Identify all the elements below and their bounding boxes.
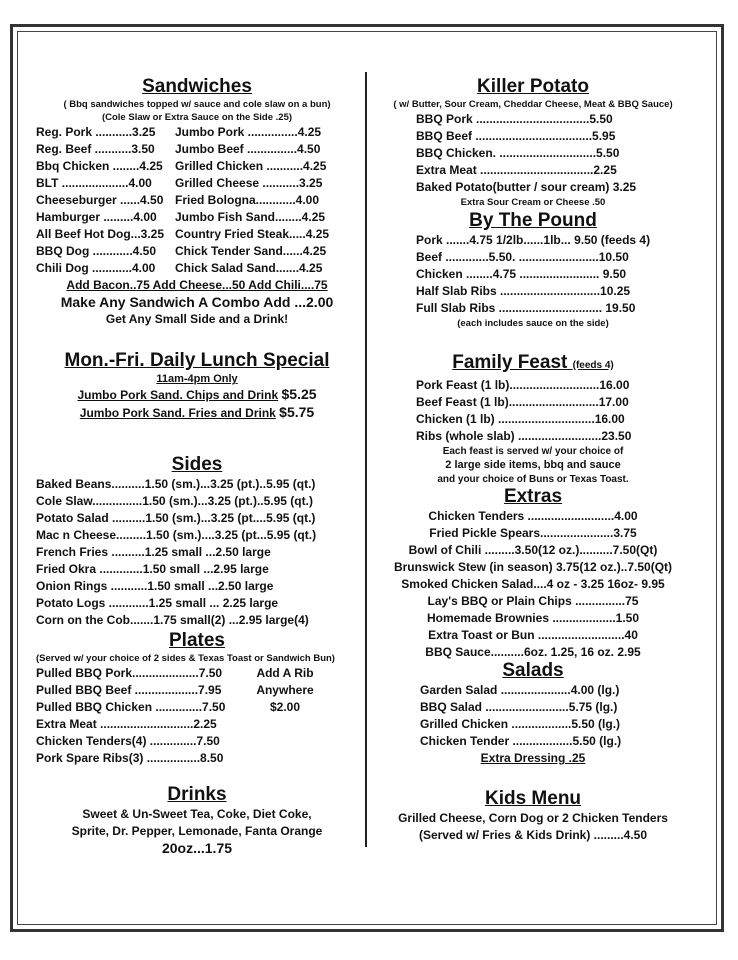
menu-item-right: Jumbo Beef ...............4.50 bbox=[175, 142, 321, 156]
menu-row: Potato Logs ............1.25 small ... 2.25 large bbox=[36, 596, 279, 610]
column-divider bbox=[365, 72, 367, 847]
extras-title: Extras bbox=[503, 486, 563, 507]
menu-row bbox=[36, 158, 358, 175]
menu-row: Extra Meat ..................................2.25 bbox=[416, 163, 617, 177]
menu-row: Smoked Chicken Salad....4 oz - 3.25 16oz- 9.95 bbox=[401, 577, 665, 591]
menu-row: Chicken Tenders(4) ..............7.50 bbox=[36, 734, 220, 748]
menu-row: Pulled BBQ Chicken ..............7.50 bbox=[36, 700, 226, 714]
menu-row: Bowl of Chili .........3.50(12 oz.)..........7.50(Qt) bbox=[408, 543, 658, 557]
plates-note: (Served w/ your choice of 2 sides & Texas Toast or Sandwich Bun) bbox=[36, 653, 335, 664]
menu-row: Potato Salad ..........1.50 (sm.)...3.25 (pt....5.95 (qt.) bbox=[36, 511, 316, 525]
menu-row bbox=[36, 209, 358, 226]
menu-row: Fried Pickle Spears......................3.75 bbox=[429, 526, 637, 540]
family-feast-section bbox=[372, 352, 694, 486]
sandwiches-section bbox=[36, 76, 358, 328]
menu-row: Chicken (1 lb) .............................16.00 bbox=[416, 412, 625, 426]
menu-item-left: Chili Dog ............4.00 bbox=[36, 261, 156, 275]
menu-item-left: BLT ....................4.00 bbox=[36, 176, 152, 190]
drinks-section bbox=[36, 784, 358, 857]
sandwiches-note: ( Bbq sandwiches topped w/ sauce and cole slaw on a bun) bbox=[63, 99, 331, 110]
combo-offer: Make Any Sandwich A Combo Add ...2.00 bbox=[60, 294, 334, 310]
menu-item-left: Bbq Chicken ........4.25 bbox=[36, 159, 163, 173]
menu-row: Baked Beans..........1.50 (sm.)...3.25 (pt.)..5.95 (qt.) bbox=[36, 477, 316, 491]
menu-row: BBQ Beef ...................................5.95 bbox=[416, 129, 616, 143]
menu-item-right: Jumbo Pork ...............4.25 bbox=[175, 125, 322, 139]
sides-title: Sides bbox=[171, 454, 223, 475]
combo-note: Get Any Small Side and a Drink! bbox=[105, 312, 289, 326]
plates-section bbox=[36, 630, 358, 767]
menu-item-left: Reg. Pork ...........3.25 bbox=[36, 125, 156, 139]
menu-row: French Fries ..........1.25 small ...2.50 large bbox=[36, 545, 271, 559]
killer-potato-note: ( w/ Butter, Sour Cream, Cheddar Cheese, Meat & BBQ Sauce) bbox=[393, 99, 673, 110]
family-note-2: 2 large side items, bbq and sauce bbox=[445, 459, 621, 471]
menu-row bbox=[36, 192, 358, 209]
killer-potato-section bbox=[372, 76, 694, 209]
menu-row: BBQ Salad .........................5.75 (lg.) bbox=[420, 700, 618, 714]
sandwich-addons: Add Bacon..75 Add Cheese...50 Add Chili....75 bbox=[66, 278, 328, 292]
menu-row: Homemade Brownies ...................1.50 bbox=[426, 611, 640, 625]
menu-row: Extra Toast or Bun ..........................40 bbox=[428, 628, 638, 642]
menu-row: Pork .......4.75 1/2lb......1lb... 9.50 (feeds 4) bbox=[416, 233, 651, 247]
menu-item-right: Jumbo Fish Sand........4.25 bbox=[175, 210, 326, 224]
menu-item-left: BBQ Dog ............4.50 bbox=[36, 244, 157, 258]
menu-row: Chicken ........4.75 ........................ 9.50 bbox=[416, 267, 627, 281]
add-rib-note: Add A Rib Anywhere $2.00 bbox=[256, 666, 314, 714]
menu-row bbox=[36, 260, 358, 277]
menu-row: Lay's BBQ or Plain Chips ...............75 bbox=[427, 594, 639, 608]
salads-section bbox=[372, 660, 694, 767]
menu-row: Pulled BBQ Beef ...................7.95 bbox=[36, 683, 222, 697]
menu-item-left: Reg. Beef ...........3.50 bbox=[36, 142, 155, 156]
lunch-item-1: Jumbo Pork Sand. Chips and Drink $5.25 bbox=[77, 386, 317, 402]
family-note-3: and your choice of Buns or Texas Toast. bbox=[437, 474, 629, 485]
menu-row: Chicken Tender ..................5.50 (lg.) bbox=[420, 734, 622, 748]
menu-row: Pork Feast (1 lb)...........................16.00 bbox=[416, 378, 630, 392]
menu-row: Half Slab Ribs ..............................10.25 bbox=[416, 284, 631, 298]
menu-row bbox=[36, 124, 358, 141]
drinks-title: Drinks bbox=[167, 784, 227, 805]
menu-row: Garden Salad .....................4.00 (lg.) bbox=[420, 683, 620, 697]
menu-row: Baked Potato(butter / sour cream) 3.25 bbox=[416, 180, 637, 194]
by-the-pound-title: By The Pound bbox=[469, 210, 597, 231]
menu-row: Pulled BBQ Pork....................7.50 bbox=[36, 666, 223, 680]
pound-note: (each includes sauce on the side) bbox=[457, 318, 609, 329]
menu-item-right: Fried Bologna............4.00 bbox=[175, 193, 320, 207]
kids-line-2: (Served w/ Fries & Kids Drink) .........4.50 bbox=[418, 828, 648, 842]
menu-item-right: Grilled Chicken ...........4.25 bbox=[175, 159, 327, 173]
by-the-pound-section bbox=[372, 210, 694, 330]
menu-row: Onion Rings ...........1.50 small ...2.50 large bbox=[36, 579, 274, 593]
menu-row: Beef Feast (1 lb)...........................17.00 bbox=[416, 395, 629, 409]
lunch-item-2: Jumbo Pork Sand. Fries and Drink $5.75 bbox=[79, 404, 315, 420]
menu-row: Fried Okra .............1.50 small ...2.95 large bbox=[36, 562, 269, 576]
menu-item-left: All Beef Hot Dog...3.25 bbox=[36, 227, 165, 241]
menu-row bbox=[36, 226, 358, 243]
lunch-special-title: Mon.-Fri. Daily Lunch Special bbox=[64, 350, 330, 371]
sides-section bbox=[36, 454, 358, 629]
extra-dressing: Extra Dressing .25 bbox=[480, 751, 586, 765]
potato-extra-note: Extra Sour Cream or Cheese .50 bbox=[460, 197, 606, 208]
sandwiches-side-note: (Cole Slaw or Extra Sauce on the Side .25) bbox=[101, 112, 293, 123]
lunch-special-section bbox=[36, 350, 358, 422]
salads-title: Salads bbox=[502, 660, 564, 681]
menu-item-right: Country Fried Steak.....4.25 bbox=[175, 227, 330, 241]
menu-row: Grilled Chicken ..................5.50 (lg.) bbox=[420, 717, 621, 731]
menu-row: Beef .............5.50. ........................10.50 bbox=[416, 250, 629, 264]
menu-row: Mac n Cheese.........1.50 (sm.)....3.25 (pt...5.95 (qt.) bbox=[36, 528, 317, 542]
lunch-hours: 11am-4pm Only bbox=[156, 373, 238, 385]
menu-row bbox=[36, 243, 358, 260]
menu-row bbox=[36, 141, 358, 158]
plates-title: Plates bbox=[169, 630, 225, 651]
family-note-1: Each feast is served w/ your choice of bbox=[442, 446, 624, 457]
menu-row: BBQ Chicken. .............................5.50 bbox=[416, 146, 620, 160]
menu-item-left: Cheeseburger ......4.50 bbox=[36, 193, 164, 207]
menu-row: BBQ Pork ..................................5.50 bbox=[416, 112, 613, 126]
drinks-line-1: Sweet & Un-Sweet Tea, Coke, Diet Coke, bbox=[82, 807, 312, 821]
menu-item-right: Grilled Cheese ...........3.25 bbox=[175, 176, 323, 190]
menu-row: Corn on the Cob.......1.75 small(2) ...2.95 large(4) bbox=[36, 613, 309, 627]
menu-row: Chicken Tenders ..........................4.00 bbox=[428, 509, 638, 523]
menu-item-right: Chick Tender Sand......4.25 bbox=[175, 244, 327, 258]
menu-row: BBQ Sauce..........6oz. 1.25, 16 oz. 2.95 bbox=[425, 645, 641, 659]
menu-row: Full Slab Ribs ............................... 19.50 bbox=[416, 301, 636, 315]
killer-potato-title: Killer Potato bbox=[477, 76, 589, 97]
menu-row: Ribs (whole slab) .........................23.50 bbox=[416, 429, 632, 443]
menu-row: Cole Slaw...............1.50 (sm.)...3.25 (pt.)..5.95 (qt.) bbox=[36, 494, 313, 508]
family-feast-title: Family Feast (feeds 4) bbox=[452, 352, 614, 373]
kids-line-1: Grilled Cheese, Corn Dog or 2 Chicken Tenders bbox=[398, 811, 668, 825]
kids-menu-title: Kids Menu bbox=[484, 788, 582, 809]
menu-item-right: Chick Salad Sand.......4.25 bbox=[175, 261, 323, 275]
menu-row: Extra Meat ............................2.25 bbox=[36, 717, 217, 731]
drinks-line-2: Sprite, Dr. Pepper, Lemonade, Fanta Orange bbox=[71, 824, 323, 838]
extras-section bbox=[372, 486, 694, 661]
kids-menu-section bbox=[372, 788, 694, 844]
menu-row: Brunswick Stew (in season) 3.75(12 oz.)..7.50(Qt) bbox=[393, 560, 673, 574]
drinks-price: 20oz...1.75 bbox=[161, 840, 233, 856]
sandwiches-title: Sandwiches bbox=[142, 76, 252, 97]
menu-item-left: Hamburger .........4.00 bbox=[36, 210, 157, 224]
menu-row bbox=[36, 175, 358, 192]
menu-row: Pork Spare Ribs(3) ................8.50 bbox=[36, 751, 224, 765]
